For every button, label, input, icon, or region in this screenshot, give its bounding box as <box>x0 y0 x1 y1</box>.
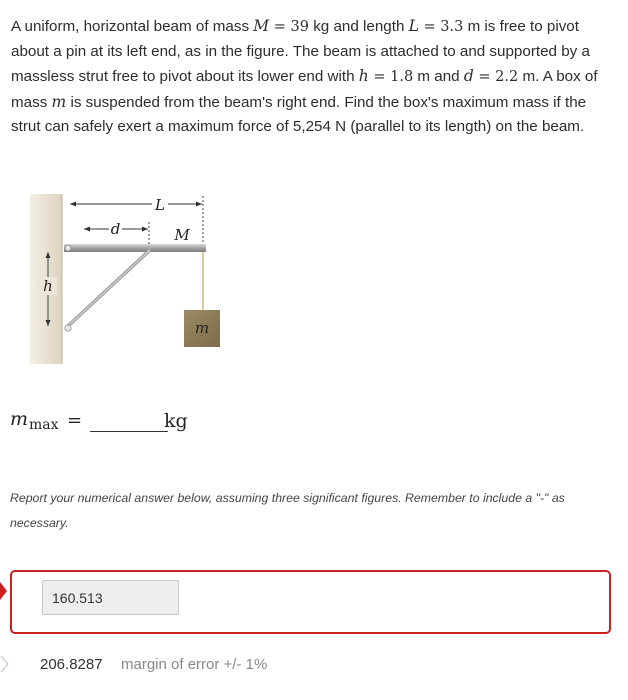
incorrect-marker-icon <box>0 582 7 600</box>
unit-label: kg <box>164 410 188 432</box>
h-label: h <box>43 277 53 295</box>
equals-sign: = <box>67 410 83 431</box>
answer-blank <box>90 431 168 432</box>
M-label: M <box>174 226 190 244</box>
beam <box>64 244 206 252</box>
d-label: d <box>110 220 121 238</box>
margin-of-error: margin of error +/- 1% <box>121 656 268 673</box>
m-max-label: $m_{max}$ <box>10 408 59 433</box>
question-text: A uniform, horizontal beam of mass M = 39 kg and length L = 3.3 m is free to pivot about a pin at its left end, as in the figure. The beam is attached to and supported by a massless strut free to pivot about its lower end with h = 1.8 m and d = 2.2 m. A box of mass m is suspended from the beam's right end. Find the box's maximum mass if the strut can safely exert a maximum force of 5,254 N (parallel to its length) on the beam. <box>11 17 598 136</box>
chevron-right-icon <box>0 655 10 673</box>
beam-pin <box>65 245 71 251</box>
answer-equation <box>10 408 270 444</box>
L-label: L <box>155 196 165 214</box>
correct-answer: 206.8287 <box>40 656 103 673</box>
strut-pin <box>65 325 71 331</box>
m-label: m <box>194 319 210 337</box>
instructions: Report your numerical answer below, assuming three significant figures. Remember to include a "-" as necessary. <box>10 491 565 530</box>
answer-box <box>10 570 611 634</box>
beam-strut-figure <box>30 188 230 368</box>
answer-input[interactable] <box>42 580 179 615</box>
